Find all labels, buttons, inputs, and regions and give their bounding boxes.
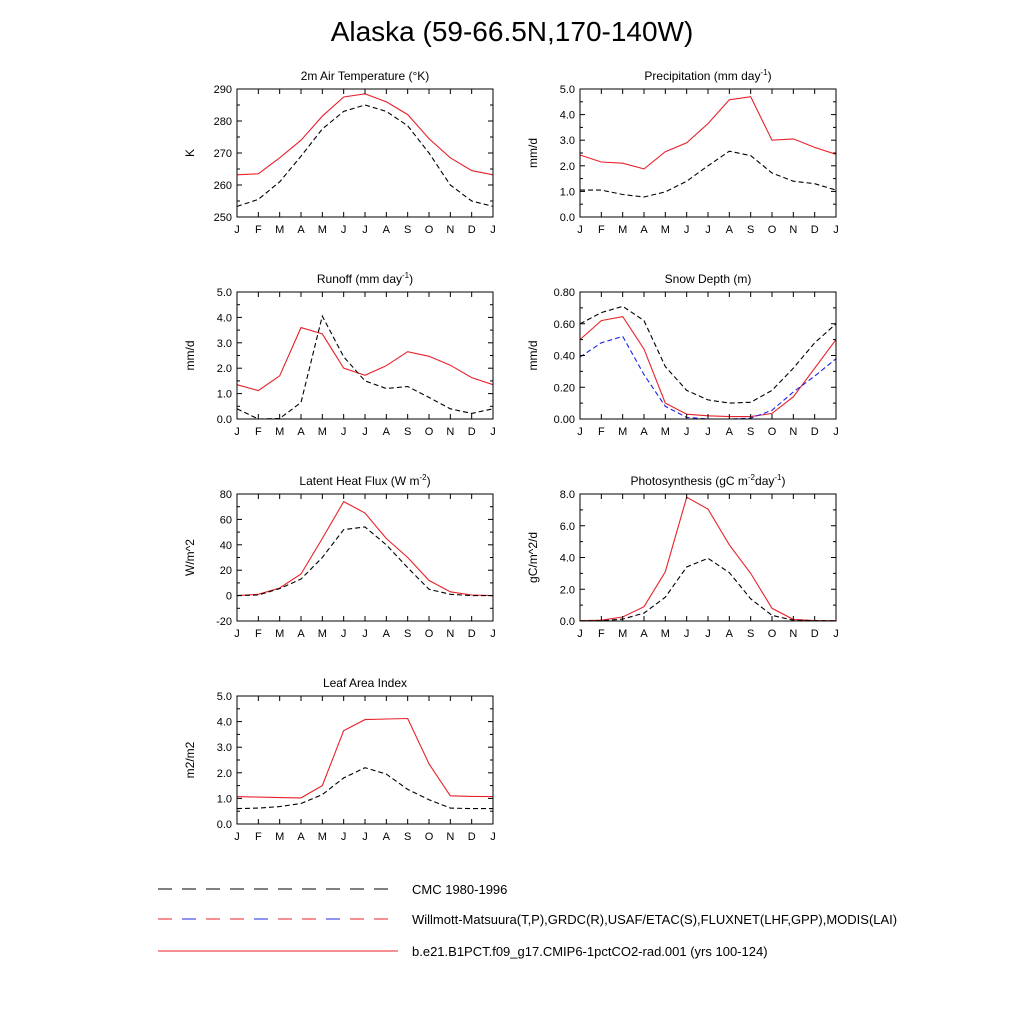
series-line-solid-red: [580, 317, 836, 417]
x-tick-label: J: [833, 224, 839, 236]
x-tick-label: N: [789, 426, 798, 438]
y-tick-label: 80: [219, 489, 232, 501]
x-tick-label: F: [254, 628, 262, 640]
x-tick-label: D: [467, 426, 476, 438]
series-line-solid-red: [580, 497, 836, 621]
x-tick-label: J: [683, 224, 690, 236]
y-tick-label: 20: [219, 565, 232, 578]
plot-frame: [580, 494, 836, 621]
y-tick-label: 2.0: [559, 584, 575, 597]
x-tick-label: N: [446, 426, 455, 438]
y-axis-label: W/m^2: [183, 539, 197, 576]
y-tick-label: 3.0: [216, 337, 232, 350]
y-tick-label: 2.0: [216, 363, 232, 376]
y-tick-label: 4.0: [559, 552, 575, 565]
chart-panel-5: [183, 473, 496, 640]
x-tick-label: M: [660, 628, 670, 640]
x-tick-label: A: [640, 426, 648, 438]
x-tick-label: J: [683, 628, 690, 640]
y-axis-label: mm/d: [183, 340, 197, 371]
x-tick-label: A: [382, 831, 391, 843]
x-tick-label: O: [767, 628, 777, 640]
panel-title: Runoff (mm day$^{-1}$): [316, 271, 414, 286]
x-tick-label: M: [618, 628, 628, 640]
legend: [158, 882, 897, 959]
x-tick-label: J: [362, 628, 368, 640]
y-tick-label: 250: [213, 212, 232, 224]
x-tick-label: N: [446, 831, 455, 843]
x-tick-label: S: [746, 426, 755, 438]
y-tick-label: 4.0: [216, 312, 232, 325]
x-tick-label: A: [725, 224, 734, 236]
plot-frame: [237, 89, 493, 217]
x-tick-label: J: [833, 628, 839, 640]
chart-panel-6: [526, 473, 839, 640]
y-tick-label: 280: [213, 116, 232, 128]
x-tick-label: A: [382, 628, 391, 640]
x-tick-label: M: [618, 426, 628, 438]
y-tick-label: -20: [216, 616, 232, 628]
y-tick-label: 3.0: [559, 135, 575, 148]
y-tick-label: 1.0: [559, 186, 575, 199]
x-tick-label: J: [234, 224, 240, 236]
x-tick-label: J: [234, 628, 240, 640]
x-tick-label: M: [317, 628, 327, 640]
x-tick-label: J: [340, 426, 347, 438]
x-tick-label: S: [746, 628, 755, 640]
x-tick-label: A: [297, 628, 305, 640]
y-tick-label: 260: [213, 180, 232, 192]
x-tick-label: J: [362, 831, 368, 843]
plot-frame: [580, 89, 836, 217]
y-tick-label: 0.60: [553, 318, 575, 331]
x-tick-label: O: [424, 426, 434, 438]
y-tick-label: 0.0: [559, 616, 575, 628]
x-tick-label: J: [705, 224, 711, 236]
series-line-solid-red: [580, 97, 836, 169]
x-tick-label: M: [317, 831, 327, 843]
x-tick-label: M: [618, 224, 628, 236]
x-tick-label: M: [275, 831, 285, 843]
x-tick-label: A: [297, 831, 305, 843]
y-tick-label: 0.20: [553, 382, 575, 395]
y-tick-label: 0.0: [216, 414, 232, 426]
x-tick-label: A: [382, 224, 391, 236]
x-tick-label: A: [297, 426, 305, 438]
y-axis-label: mm/d: [526, 138, 540, 168]
x-tick-label: D: [467, 224, 476, 236]
y-tick-label: 40: [219, 539, 232, 552]
x-tick-label: D: [467, 628, 476, 640]
panel-title: Leaf Area Index: [322, 676, 408, 690]
x-tick-label: N: [446, 628, 455, 640]
chart-panel-3: [183, 271, 496, 438]
y-tick-label: 0: [225, 590, 232, 603]
series-line-dashed-blue: [580, 336, 836, 419]
chart-panel-1: [183, 69, 496, 236]
page-title: Alaska (59-66.5N,170-140W): [330, 16, 694, 47]
x-tick-label: A: [725, 628, 734, 640]
series-line-solid-red: [237, 94, 493, 175]
panel-title: Snow Depth (m): [664, 272, 752, 286]
x-tick-label: O: [767, 224, 777, 236]
y-tick-label: 2.0: [559, 160, 575, 173]
x-tick-label: M: [660, 224, 670, 236]
series-line-dashed-black: [237, 527, 493, 596]
x-tick-label: O: [767, 426, 777, 438]
plot-frame: [237, 292, 493, 419]
series-line-dashed-black: [237, 105, 493, 206]
y-axis-label: K: [183, 148, 197, 158]
y-tick-label: 3.0: [216, 742, 232, 755]
x-tick-label: J: [490, 224, 496, 236]
panel-title: Photosynthesis (gC $m^{-2}day^{-1}$): [630, 473, 786, 488]
y-tick-label: 60: [219, 514, 232, 527]
y-tick-label: 270: [213, 148, 232, 160]
x-tick-label: N: [446, 224, 455, 236]
x-tick-label: J: [490, 628, 496, 640]
y-tick-label: 4.0: [216, 716, 232, 729]
x-tick-label: M: [660, 426, 670, 438]
x-tick-label: J: [833, 426, 839, 438]
x-tick-label: F: [597, 426, 605, 438]
x-tick-label: M: [275, 224, 285, 236]
chart-panel-4: [526, 272, 839, 438]
y-tick-label: 0.80: [553, 287, 575, 299]
x-tick-label: J: [705, 426, 711, 438]
y-tick-label: 1.0: [216, 388, 232, 401]
y-axis-label: mm/d: [526, 340, 540, 371]
y-tick-label: 0.0: [216, 819, 232, 831]
x-tick-label: M: [317, 224, 327, 236]
y-tick-label: 0.0: [559, 212, 575, 224]
panel-title: Precipitation (mm day$^{-1}$): [644, 68, 772, 83]
x-tick-label: M: [275, 426, 285, 438]
x-tick-label: A: [382, 426, 391, 438]
y-tick-label: 5.0: [216, 691, 232, 703]
x-tick-label: J: [490, 831, 496, 843]
y-axis-label: m2/m2: [183, 741, 197, 779]
x-tick-label: J: [234, 831, 240, 843]
y-tick-label: 2.0: [216, 767, 232, 780]
y-axis-label: gC/m^2/d: [526, 532, 540, 583]
y-tick-label: 4.0: [559, 109, 575, 122]
x-tick-label: O: [424, 831, 434, 843]
x-tick-label: D: [810, 224, 819, 236]
legend-label-model: b.e21.B1PCT.f09_g17.CMIP6-1pctCO2-rad.001 (yrs 100-124): [412, 944, 768, 959]
x-tick-label: A: [297, 224, 305, 236]
series-line-dashed-black: [580, 558, 836, 621]
x-tick-label: S: [746, 224, 755, 236]
x-tick-label: S: [403, 224, 412, 236]
x-tick-label: O: [424, 628, 434, 640]
chart-panel-2: [526, 68, 839, 236]
x-tick-label: J: [362, 426, 368, 438]
series-line-solid-red: [237, 502, 493, 596]
x-tick-label: J: [234, 426, 240, 438]
x-tick-label: J: [340, 628, 347, 640]
series-line-dashed-black: [237, 768, 493, 809]
series-line-dashed-black: [580, 151, 836, 197]
y-tick-label: 0.00: [553, 414, 575, 426]
x-tick-label: J: [705, 628, 711, 640]
x-tick-label: D: [810, 426, 819, 438]
series-line-solid-red: [237, 328, 493, 391]
y-tick-label: 290: [213, 84, 232, 96]
x-tick-label: N: [789, 224, 798, 236]
legend-label-obs: Willmott-Matsuura(T,P),GRDC(R),USAF/ETAC(S),FLUXNET(LHF,GPP),MODIS(LAI): [412, 912, 898, 927]
y-tick-label: 0.40: [553, 350, 575, 363]
x-tick-label: F: [254, 831, 262, 843]
panel-title: 2m Air Temperature (°K): [300, 69, 430, 83]
chart-panels: [183, 68, 839, 843]
x-tick-label: S: [403, 628, 412, 640]
x-tick-label: J: [340, 831, 347, 843]
x-tick-label: M: [275, 628, 285, 640]
x-tick-label: J: [683, 426, 690, 438]
x-tick-label: F: [597, 224, 605, 236]
x-tick-label: D: [467, 831, 476, 843]
y-tick-label: 1.0: [216, 793, 232, 806]
x-tick-label: J: [490, 426, 496, 438]
x-tick-label: A: [640, 628, 648, 640]
x-tick-label: N: [789, 628, 798, 640]
x-tick-label: A: [725, 426, 734, 438]
y-tick-label: 8.0: [559, 489, 575, 501]
x-tick-label: J: [362, 224, 368, 236]
plot-frame: [237, 696, 493, 824]
x-tick-label: F: [254, 426, 262, 438]
x-tick-label: F: [254, 224, 262, 236]
series-line-solid-red: [237, 719, 493, 798]
x-tick-label: J: [577, 426, 583, 438]
x-tick-label: A: [640, 224, 648, 236]
panel-title: Latent Heat Flux (W $m^{-2}$): [299, 473, 431, 488]
y-tick-label: 5.0: [216, 287, 232, 299]
x-tick-label: F: [597, 628, 605, 640]
x-tick-label: J: [577, 628, 583, 640]
chart-panel-7: [183, 676, 496, 843]
y-tick-label: 5.0: [559, 84, 575, 96]
x-tick-label: S: [403, 426, 412, 438]
x-tick-label: S: [403, 831, 412, 843]
x-tick-label: M: [317, 426, 327, 438]
x-tick-label: J: [340, 224, 347, 236]
x-tick-label: O: [424, 224, 434, 236]
legend-label-cmc: CMC 1980-1996: [412, 882, 508, 897]
y-tick-label: 6.0: [559, 520, 575, 533]
x-tick-label: D: [810, 628, 819, 640]
x-tick-label: J: [577, 224, 583, 236]
